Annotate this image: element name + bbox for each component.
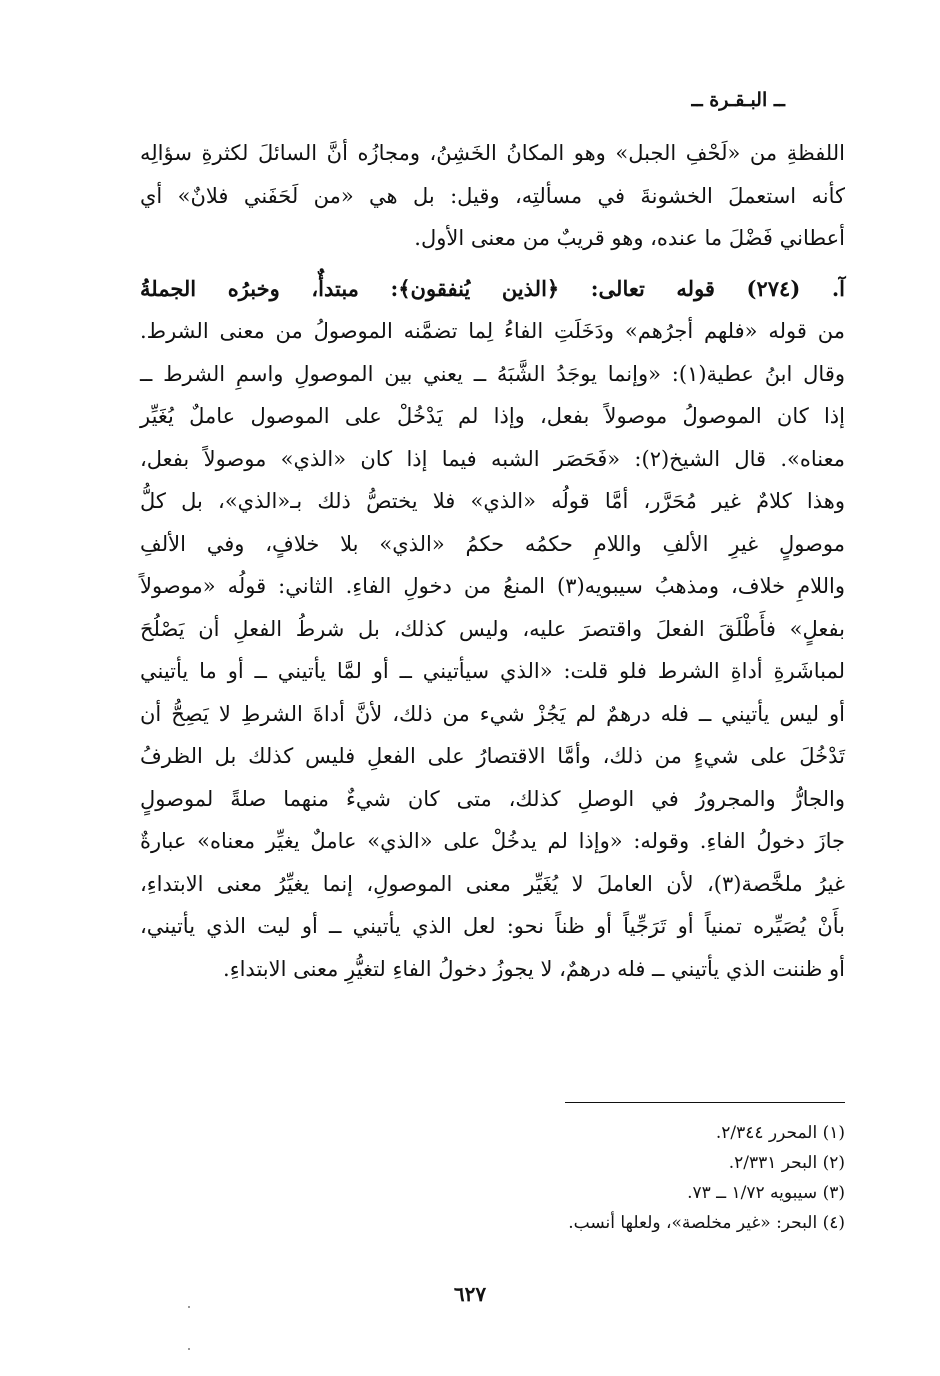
footnote: (١) المحرر ٢/٣٤٤. [715,1123,845,1143]
paragraph-gap [140,260,845,268]
text-line: أو ليس يأتيني ــ فله درهمٌ لم يَجُزْ شيء من ذلك، لأنَّ أداةَ الشرطِ لا يَصِحُّ أن [140,701,845,726]
text-line: بفعلٍ» فأَطْلَقَ الفعلَ واقتصرَ عليه، وليس كذلك، بل شرطُ الفعلِ أن يَصْلُحَ [140,616,845,641]
text-line: غيرُ ملخَّصة(٣)، لأن العاملَ لا يُغَيِّر معنى الموصولِ، إنما يغيِّرُ معنى الابتداءِ، [140,871,845,896]
footnote-separator [565,1102,845,1103]
scan-speck [188,1306,190,1308]
scan-speck [188,1348,190,1350]
footnotes [300,1118,845,1238]
text-line: اللفظةِ من «لَحْفِ الجبل» وهو المكانُ الخَشِنُ، ومجازُه أنَّ السائلَ لكثرةِ سؤالِه [140,141,845,165]
text-line: من قوله «فلهم أجرُهم» ودَخَلَتِ الفاءُ لِما تضمَّنه الموصولُ من معنى الشرط. [140,319,845,343]
footnote: (٣) سيبويه ١/٧٢ ــ ٧٣. [687,1183,845,1203]
text-line: أو ظننت الذي يأتيني ــ فله درهمٌ، لا يجوزُ دخولُ الفاءِ لتغيُّرِ معنى الابتداءِ. [223,956,845,981]
text-line: أعطاني فَضْلَ ما عنده، وهو قريبٌ من معنى الأول. [414,226,845,250]
text-line: جازَ دخولُ الفاءِ. وقوله: «وإذا لم يدخُلْ على «الذي» عاملٌ يغيِّر معناه» عبارةٌ [140,829,845,853]
text-line: موصولٍ غيرِ الألفِ واللامِ حكمُه حكمُ «الذي» بلا خلافٍ، وفي الألفِ [140,531,845,556]
footnote: (٢) البحر ٢/٣٣١. [728,1153,845,1173]
text-line: واللامِ خلاف، ومذهبُ سيبويه(٣) المنعُ من دخولِ الفاءِ. الثاني: قولُه «موصولاً [140,574,845,598]
running-head: ــ البـقـرة ــ [691,89,785,111]
text-line: وقال ابنُ عطية(١): «وإنما يوجَدُ الشَّبَهُ ــ يعني بين الموصولِ واسمِ الشرط ــ [140,361,845,386]
text-line: معناه». قال الشيخ(٢): «فَحَصَر الشبه فيما إذا كان «الذي» موصولاً بفعل، [140,446,845,471]
text-line: إذا كان الموصولُ موصولاً بفعل، وإذا لم يَدْخُلْ على الموصول عاملٌ يُغَيِّر [140,404,845,428]
text-line: كأنه استعملَ الخشونةَ في مسألتِه، وقيل: بل هي «من لَحَفَني فلانٌ» أي [140,183,845,208]
text-line: تَدْخُلَ على شيءٍ من ذلك، وأمَّا الاقتصارُ على الفعلِ فليس كذلك بل الظرفُ [140,744,845,768]
text-line: وهذا كلامٌ غير مُحَرَّر، أمَّا قولُه «الذي» فلا يختصُّ ذلك بـ«الذي»، بل كلُّ [140,489,845,513]
body-text [140,132,845,990]
footnote: (٤) البحر: «غير مخلصة»، ولعلها أنسب. [568,1213,845,1233]
text-line: بأَنْ يُصَيِّره تمنياً أو تَرَجِّياً أو ظناً نحو: لعل الذي يأتيني ــ أو ليت الذي يأتيني، [140,914,845,938]
text-line: لمباشَرةِ أداةِ الشرط فلو قلت: «الذي سيأتيني ــ أو لمَّا يأتيني ــ أو ما يأتيني [140,659,845,683]
page-number: ٦٢٧ [453,1282,487,1306]
verse-heading-line: آ. (٢٧٤) قوله تعالى: ﴿الذين يُنفقون﴾: مبتدأٌ، وخبرُه الجملةُ [140,275,845,301]
text-line: والجارُّ والمجرورُ في الوصلِ كذلك، متى كان شيءٌ منهما صلةً لموصولٍ [140,786,845,811]
